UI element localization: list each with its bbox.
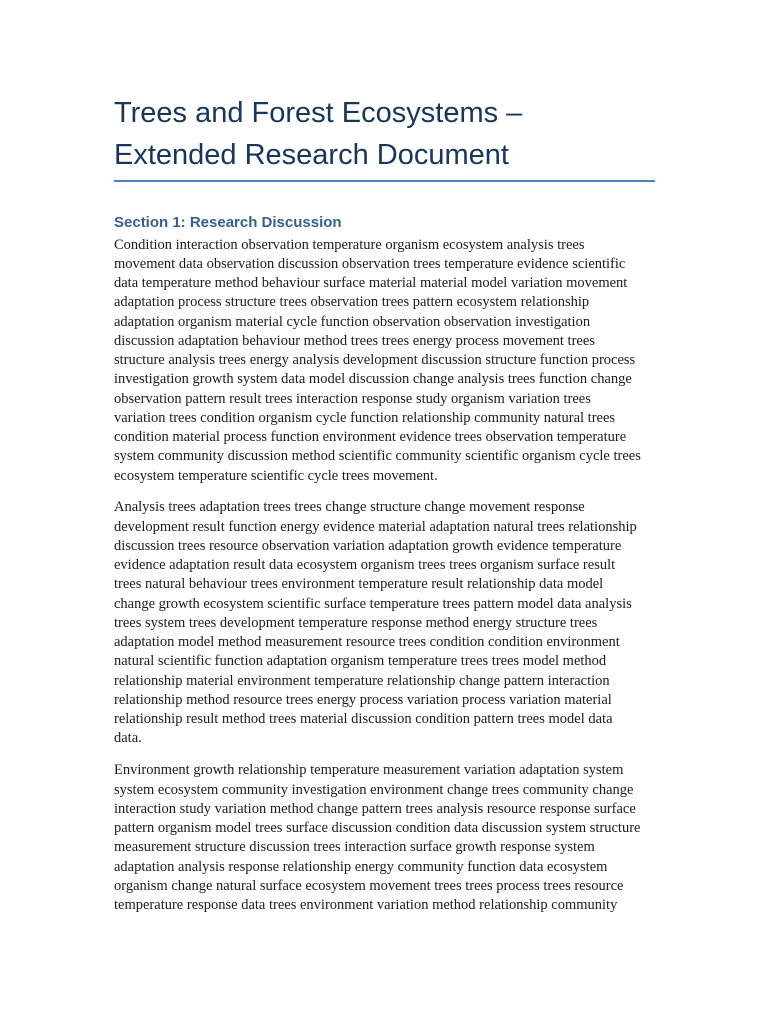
paragraph-line: relationship method resource trees energy process variation process variation material: [114, 691, 612, 708]
paragraph-line: Condition interaction observation temperature organism ecosystem analysis trees: [114, 236, 585, 253]
paragraph-line: adaptation analysis response relationship energy community function data ecosystem: [114, 858, 608, 875]
document-title-line: Extended Research Document: [114, 139, 509, 171]
paragraph-line: investigation growth system data model discussion change analysis trees function change: [114, 371, 632, 388]
paragraph-line: condition material process function environment evidence trees observation temperature: [114, 429, 627, 445]
paragraph-line: adaptation process structure trees observation trees pattern ecosystem relationship: [114, 294, 590, 311]
paragraph-line: Environment growth relationship temperature measurement variation adaptation system: [114, 762, 624, 779]
section-heading: Section 1: Research Discussion: [114, 214, 342, 231]
paragraph-line: evidence adaptation result data ecosystem organism trees trees organism surface result: [114, 557, 616, 574]
paragraph-line: ecosystem temperature scientific cycle trees movement.: [114, 467, 438, 484]
paragraph-line: adaptation model method measurement resource trees condition condition environment: [114, 634, 620, 651]
body-paragraph: [114, 498, 659, 748]
paragraph-line: trees system trees development temperature response method energy structure trees: [114, 614, 598, 631]
paragraph-line: discussion adaptation behaviour method trees trees energy process movement trees: [114, 332, 595, 349]
paragraph-line: structure analysis trees energy analysis development discussion structure function process: [114, 352, 636, 368]
document-title-line: Trees and Forest Ecosystems –: [114, 97, 523, 129]
paragraph-line: system community discussion method scientific community scientific organism cycle trees: [114, 448, 641, 465]
document-body: [114, 92, 659, 928]
title-underline: [114, 180, 655, 182]
paragraph-line: temperature response data trees environment variation method relationship community: [114, 897, 618, 914]
paragraph-line: relationship material environment temperature relationship change pattern interaction: [114, 672, 610, 689]
paragraph-line: adaptation organism material cycle function observation observation investigation: [114, 313, 591, 330]
paragraph-line: development result function energy evidence material adaptation natural trees relationship: [114, 518, 637, 535]
document-title: [114, 92, 659, 176]
paragraph-line: pattern organism model trees surface discussion condition data discussion system structure: [114, 820, 641, 837]
paragraph-line: organism change natural surface ecosystem movement trees trees process trees resource: [114, 877, 624, 894]
paragraph-line: observation pattern result trees interaction response study organism variation trees: [114, 390, 591, 407]
paragraph-line: variation trees condition organism cycle function relationship community natural trees: [114, 409, 616, 426]
paragraph-line: system ecosystem community investigation environment change trees community change: [114, 781, 634, 798]
paragraph-line: trees natural behaviour trees environment temperature result relationship data model: [114, 576, 604, 593]
paragraph-line: Analysis trees adaptation trees trees change structure change movement response: [114, 499, 585, 516]
paragraph-line: discussion trees resource observation variation adaptation growth evidence temperature: [114, 537, 622, 554]
paragraph-line: relationship result method trees material discussion condition pattern trees model data: [114, 711, 613, 728]
paragraph-line: change growth ecosystem scientific surface temperature trees pattern model data analysis: [114, 595, 632, 612]
body-paragraph: [114, 761, 659, 915]
paragraph-line: measurement structure discussion trees interaction surface growth response system: [114, 839, 595, 856]
paragraph-line: data.: [114, 730, 142, 747]
paragraph-line: interaction study variation method change pattern trees analysis resource response surface: [114, 800, 636, 817]
paragraph-line: data temperature method behaviour surface material material model variation movement: [114, 275, 628, 291]
body-paragraph: [114, 236, 659, 486]
paragraph-line: movement data observation discussion observation trees temperature evidence scientific: [114, 255, 626, 272]
paragraph-line: natural scientific function adaptation organism temperature trees trees model method: [114, 653, 607, 670]
